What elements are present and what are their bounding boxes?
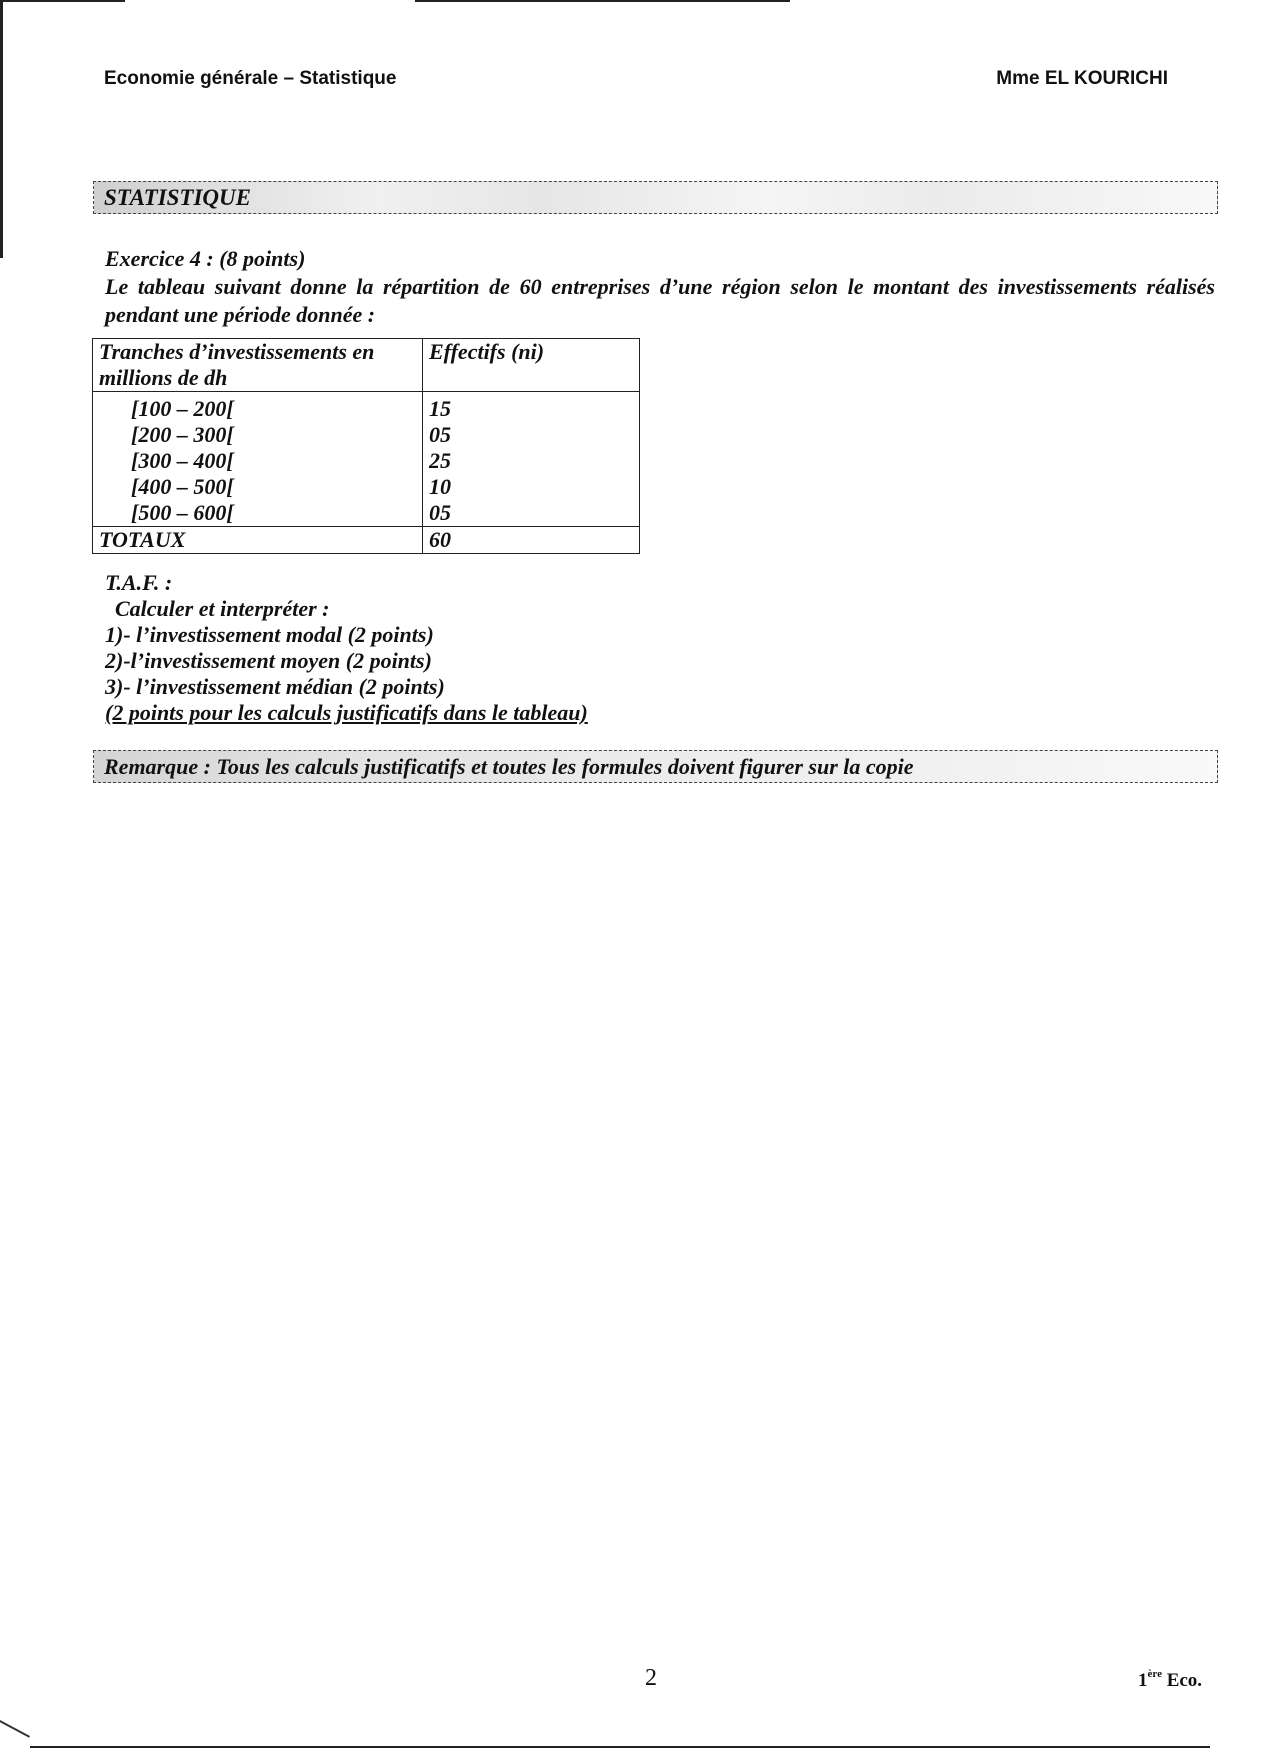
class-superscript: ère <box>1147 1668 1162 1680</box>
table-row <box>93 500 640 527</box>
table-row <box>93 448 640 474</box>
table-cell-tranche: [200 – 300[ <box>93 422 423 448</box>
section-title: STATISTIQUE <box>104 185 251 210</box>
table-total-row <box>93 527 640 554</box>
table-cell-effectif: 05 <box>423 500 640 527</box>
remark-box <box>93 750 1218 783</box>
exercise-title: Exercice 4 : (8 points) <box>105 246 306 271</box>
class-number: 1 <box>1138 1670 1148 1691</box>
table-cell-effectif: 05 <box>423 422 640 448</box>
scan-top-edge <box>0 0 1276 3</box>
table-cell-tranche: [300 – 400[ <box>93 448 423 474</box>
table-total-label: TOTAUX <box>93 527 423 554</box>
class-label <box>1138 1668 1202 1692</box>
taf-item: 2)-l’investissement moyen (2 points) <box>105 648 432 673</box>
taf-item: 1)- l’investissement modal (2 points) <box>105 622 434 647</box>
table-row <box>93 422 640 448</box>
table-row <box>93 474 640 500</box>
remark-text: Remarque : Tous les calculs justificatifs et toutes les formules doivent figurer sur la copie <box>104 754 914 779</box>
exercise-block <box>105 245 1215 329</box>
scan-corner-mark <box>0 1720 30 1738</box>
exercise-intro: Le tableau suivant donne la répartition de 60 entreprises d’une région selon le montant des investissements réalisés pendant une période donnée : <box>105 274 1215 327</box>
table-cell-effectif: 25 <box>423 448 640 474</box>
table-total-value: 60 <box>423 527 640 554</box>
table-cell-tranche: [100 – 200[ <box>93 392 423 423</box>
scan-bottom-edge <box>30 1746 1210 1748</box>
section-banner <box>93 181 1218 214</box>
table-cell-tranche: [400 – 500[ <box>93 474 423 500</box>
taf-note: (2 points pour les calculs justificatifs dans le tableau) <box>105 700 588 725</box>
taf-item: 3)- l’investissement médian (2 points) <box>105 674 445 699</box>
investment-table <box>92 338 640 554</box>
teacher-name: Mme EL KOURICHI <box>996 68 1168 89</box>
scan-left-edge <box>0 0 3 258</box>
table-row <box>93 392 640 423</box>
taf-block <box>105 570 905 726</box>
class-name: Eco. <box>1166 1670 1203 1691</box>
page-number: 2 <box>645 1665 657 1691</box>
taf-instruction: Calculer et interpréter : <box>115 596 330 621</box>
table-cell-effectif: 15 <box>423 392 640 423</box>
taf-label: T.A.F. : <box>105 570 173 595</box>
table-cell-effectif: 10 <box>423 474 640 500</box>
scan-line <box>0 0 125 2</box>
table-header-row <box>93 339 640 392</box>
course-title: Economie générale – Statistique <box>104 68 397 89</box>
table-header-tranches: Tranches d’investissements en millions de dh <box>93 339 423 392</box>
table-header-effectifs: Effectifs (ni) <box>423 339 640 392</box>
page-header <box>104 68 1168 98</box>
scan-line <box>415 0 790 2</box>
table-cell-tranche: [500 – 600[ <box>93 500 423 527</box>
